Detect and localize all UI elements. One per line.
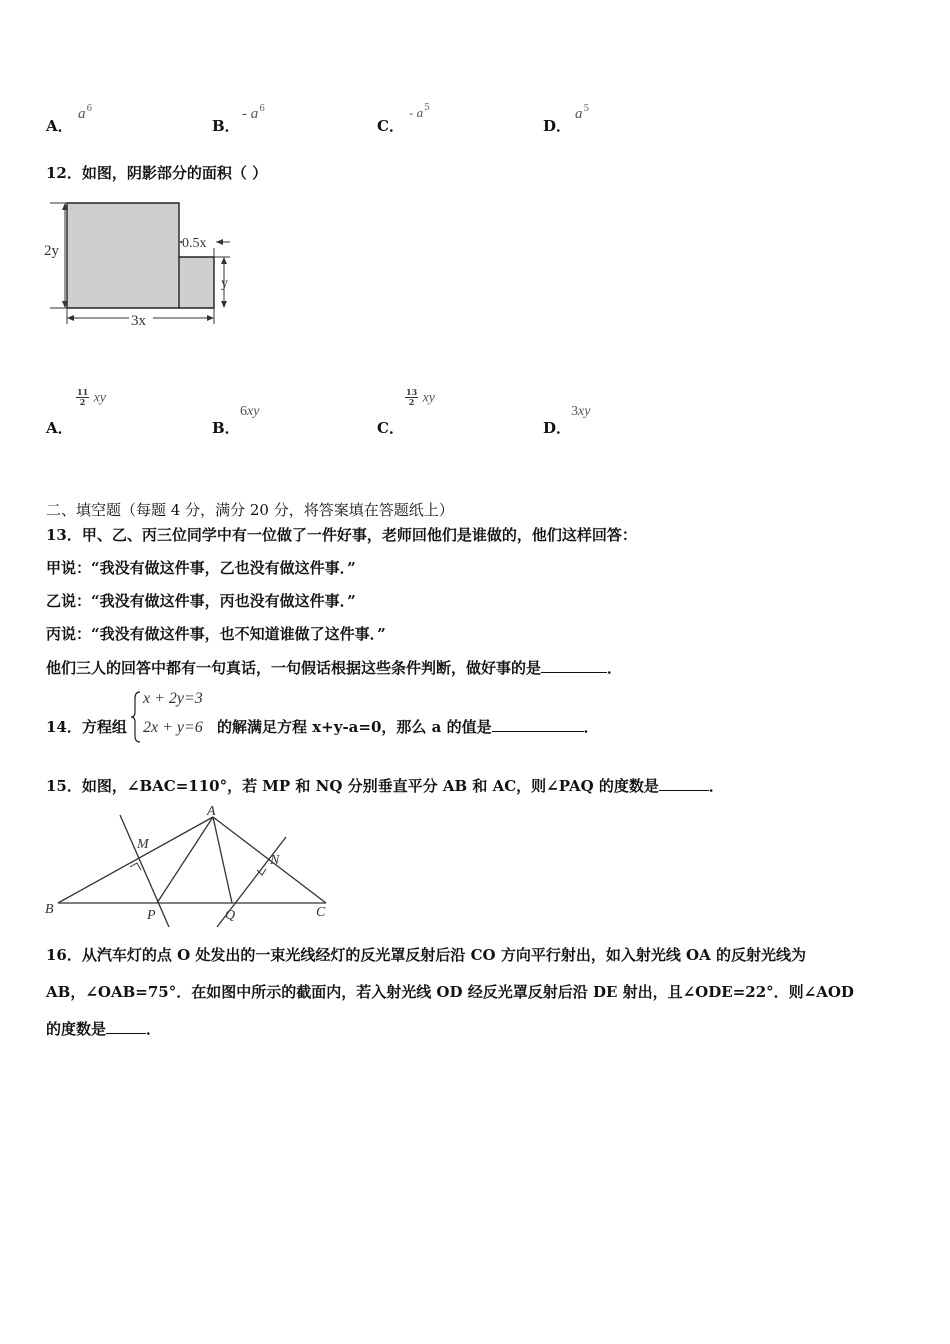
q12-stem: 12．如图，阴影部分的面积（ ） bbox=[46, 164, 268, 182]
q11-option-c bbox=[377, 115, 404, 136]
label-N: N bbox=[270, 853, 280, 868]
option-var: xy bbox=[247, 404, 260, 419]
arrow-down bbox=[221, 301, 227, 308]
q13-line2: 乙说：“我没有做这件事，丙也没有做这件事．” bbox=[46, 592, 356, 610]
q16-line3 bbox=[46, 1018, 161, 1039]
option-var: xy bbox=[422, 390, 436, 406]
q11-option-b-value bbox=[242, 104, 265, 123]
shaded-region bbox=[67, 203, 214, 308]
q13-answer-blank[interactable] bbox=[541, 658, 607, 673]
option-var: xy bbox=[578, 404, 591, 419]
q14-suffix: 的解满足方程 x+y-a=0，那么 a 的值是 bbox=[217, 718, 492, 736]
option-label: A． bbox=[46, 117, 73, 135]
frac-den: 2 bbox=[79, 397, 86, 407]
q16-answer-blank[interactable] bbox=[106, 1019, 146, 1034]
q11-option-a bbox=[46, 115, 73, 136]
q13-line1: 甲说：“我没有做这件事，乙也没有做这件事．” bbox=[46, 559, 356, 577]
label-M: M bbox=[137, 837, 149, 852]
segment-ap bbox=[157, 817, 213, 903]
label-P: P bbox=[147, 908, 156, 923]
q12-option-b bbox=[212, 417, 240, 438]
option-label: C． bbox=[377, 419, 404, 437]
right-angle-m bbox=[130, 863, 141, 870]
side-ab bbox=[58, 817, 213, 903]
label-Q: Q bbox=[225, 908, 236, 923]
q11-option-c-value bbox=[409, 105, 430, 121]
option-base: a bbox=[250, 106, 259, 122]
label-B: B bbox=[45, 902, 54, 917]
q11-option-d bbox=[543, 115, 571, 136]
q13-end: ． bbox=[607, 659, 623, 677]
q15-stem: 15．如图，∠BAC=110°，若 MP 和 NQ 分别垂直平分 AB 和 AC，则∠PAQ 的度数是 bbox=[46, 777, 659, 795]
option-label: D． bbox=[543, 419, 572, 437]
q13-line4-text: 他们三人的回答中都有一句真话，一句假话根据这些条件判断，做好事的是 bbox=[46, 659, 542, 677]
section-title: 二、填空题（每题 4 分，满分 20 分，将答案填在答题纸上） bbox=[46, 501, 454, 519]
option-label: B． bbox=[212, 419, 240, 437]
frac-num: 11 bbox=[77, 387, 89, 397]
q14-answer-blank[interactable] bbox=[492, 717, 584, 732]
q15-end: ． bbox=[708, 777, 724, 795]
q12-option-d-value bbox=[571, 403, 590, 420]
q14-end: ． bbox=[583, 718, 599, 736]
option-label: C． bbox=[377, 117, 404, 135]
option-var: xy bbox=[93, 390, 107, 406]
q12-option-c-value bbox=[405, 388, 435, 407]
option-exponent: 5 bbox=[424, 103, 430, 113]
arrow-left bbox=[67, 315, 74, 321]
q16-line3-text: 的度数是 bbox=[46, 1020, 107, 1038]
arrow-up bbox=[221, 257, 227, 264]
q15-figure bbox=[44, 803, 334, 930]
q13-line3: 丙说：“我没有做这件事，也不知道谁做了这件事．” bbox=[46, 625, 386, 643]
option-sign: - bbox=[242, 106, 251, 122]
q15-line bbox=[46, 775, 724, 796]
option-exponent: 6 bbox=[86, 104, 93, 114]
line-mp bbox=[120, 815, 169, 927]
q12-figure bbox=[44, 197, 244, 332]
q11-option-a-value bbox=[78, 104, 92, 123]
q12-option-c bbox=[377, 417, 404, 438]
q15-answer-blank[interactable] bbox=[659, 776, 709, 791]
q12-option-a-value bbox=[76, 388, 106, 407]
option-sign: - bbox=[409, 105, 417, 120]
label-2y: 2y bbox=[44, 243, 59, 259]
label-3x: 3x bbox=[131, 313, 146, 329]
q14-brace bbox=[130, 690, 142, 744]
q16-line1: 16．从汽车灯的点 O 处发出的一束光线经灯的反光罩反射后沿 CO 方向平行射出，如入射光线 OA 的反射光线为 bbox=[46, 946, 806, 964]
q12-option-d bbox=[543, 417, 571, 438]
arrow-left-outer bbox=[216, 239, 223, 245]
label-05x: 0.5x bbox=[182, 236, 207, 251]
q14-suffix-line bbox=[217, 716, 599, 737]
label-A: A bbox=[207, 804, 216, 819]
arrow-right bbox=[207, 315, 214, 321]
q14-prefix: 14．方程组 bbox=[46, 718, 127, 736]
q13-line4 bbox=[46, 657, 622, 678]
option-exponent: 6 bbox=[259, 104, 265, 114]
q12-option-b-value bbox=[240, 403, 259, 420]
option-coef: 6 bbox=[240, 404, 247, 419]
q11-option-b bbox=[212, 115, 240, 136]
q14-eq1: x + 2y=3 bbox=[143, 690, 203, 707]
option-coef: 3 bbox=[571, 404, 578, 419]
q11-option-d-value bbox=[575, 104, 589, 123]
option-base: a bbox=[416, 105, 424, 120]
q13-stem: 13．甲、乙、丙三位同学中有一位做了一件好事，老师回他们是谁做的，他们这样回答： bbox=[46, 526, 637, 544]
option-exponent: 5 bbox=[583, 104, 590, 114]
option-base: a bbox=[78, 106, 86, 122]
q14-eq2: 2x + y=6 bbox=[143, 719, 203, 736]
q16-line2: AB，∠OAB=75°．在如图中所示的截面内，若入射光线 OD 经反光罩反射后沿 DE 射出，且∠ODE=22°．则∠AOD bbox=[46, 983, 854, 1001]
q12-option-a bbox=[46, 417, 73, 438]
option-label: D． bbox=[543, 117, 572, 135]
frac-den: 2 bbox=[408, 397, 415, 407]
q16-end: ． bbox=[146, 1020, 162, 1038]
frac-num: 13 bbox=[406, 387, 418, 397]
label-y: y bbox=[221, 276, 228, 291]
label-C: C bbox=[316, 905, 326, 920]
option-base: a bbox=[575, 106, 583, 122]
option-label: A． bbox=[46, 419, 73, 437]
option-label: B． bbox=[212, 117, 240, 135]
